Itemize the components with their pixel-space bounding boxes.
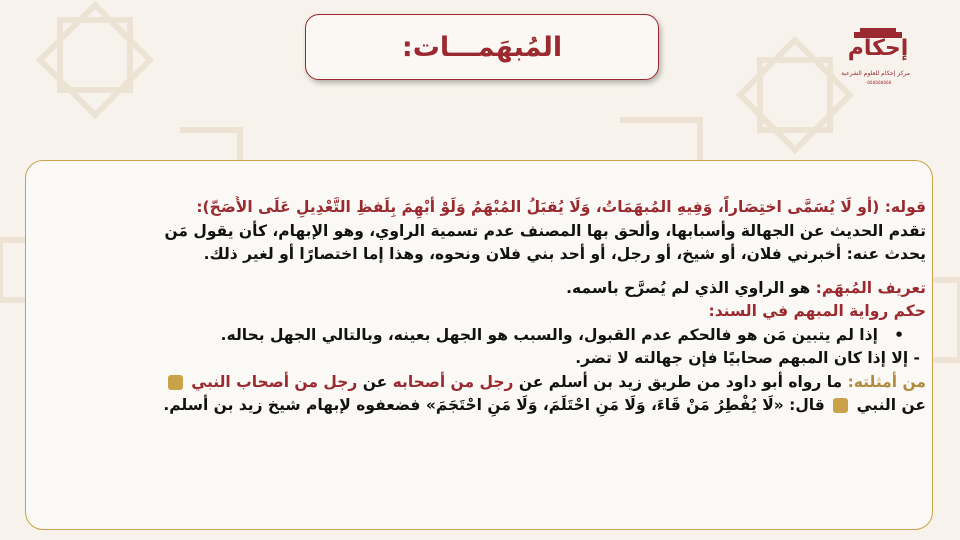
examples-red-2: رجل من أصحاب النبي xyxy=(191,372,358,391)
ruling-bullet-1-text: إذا لم يتبين مَن هو فالحكم عدم القبول، والسبب هو الجهل بعينه، وبالتالي الجهل بحاله. xyxy=(220,325,878,344)
salla-icon xyxy=(168,375,183,390)
intro-line-2: تقدم الحديث عن الجهالة وأسبابها، وألحق بها المصنف عدم تسمية الراوي، وهو الإبهام، كأن يقول مَن xyxy=(164,221,926,240)
examples-line2-a: عن النبي xyxy=(856,396,926,414)
examples-red-1: رجل من أصحابه xyxy=(392,372,514,391)
bullet-icon: • xyxy=(877,325,904,344)
definition-text: هو الراوي الذي لم يُصرَّح باسمه. xyxy=(566,278,811,297)
examples-line-2 xyxy=(36,394,926,418)
ruling-bullet-2: - إلا إذا كان المبهم صحابيًا فإن جهالته لا تضر. xyxy=(575,349,920,367)
logo-name: إحكام xyxy=(847,36,909,61)
definition-line xyxy=(36,277,926,301)
quote-line xyxy=(36,196,926,220)
ruling-bullet-1 xyxy=(36,324,926,348)
definition-label: تعريف المُبهَم: xyxy=(815,278,926,297)
examples-text-a: ما رواه أبو داود من طريق زيد بن أسلم عن xyxy=(518,372,843,391)
examples-line-1 xyxy=(36,371,926,395)
content-body xyxy=(36,196,926,418)
title-box xyxy=(305,14,659,80)
logo-subtitle: مركز إحكام للعلوم الشرعية xyxy=(841,70,910,77)
page-title: المُبهَمـــات: xyxy=(401,31,563,63)
ruling-heading: حكم رواية المبهم في السند: xyxy=(708,302,926,320)
quote-text: (أو لَا يُسَمَّى اختِصَاراً، وَفِيهِ المُبهَمَاتُ، وَلَا يُقبَلُ المُبْهَمُ وَلَوْ أُبْهِمَ بِلَفظِ التَّعْدِيلِ عَلَى الأَصَحّ): xyxy=(196,198,880,216)
logo-phone: ٠٥٥٥٥٥٥٥٥٥ xyxy=(864,80,892,86)
salla-icon xyxy=(833,398,848,413)
examples-label: من أمثلته: xyxy=(847,372,926,391)
intro-line-3: يحدث عنه: أخبرني فلان، أو شيخ، أو رجل، أو أحد بني فلان ونحوه، وهذا إما اختصارًا أو لغير ذلك. xyxy=(203,245,926,263)
quote-label: قوله: xyxy=(884,198,926,216)
examples-text-b: عن xyxy=(362,372,388,391)
examples-line2-b: قال: «لَا يُفْطِرُ مَنْ قَاءَ، وَلَا مَنِ احْتَلَمَ، وَلَا مَنِ احْتَجَمَ» فضعفوه لإبهام شيخ زيد بن أسلم. xyxy=(163,396,825,414)
logo xyxy=(841,26,910,96)
